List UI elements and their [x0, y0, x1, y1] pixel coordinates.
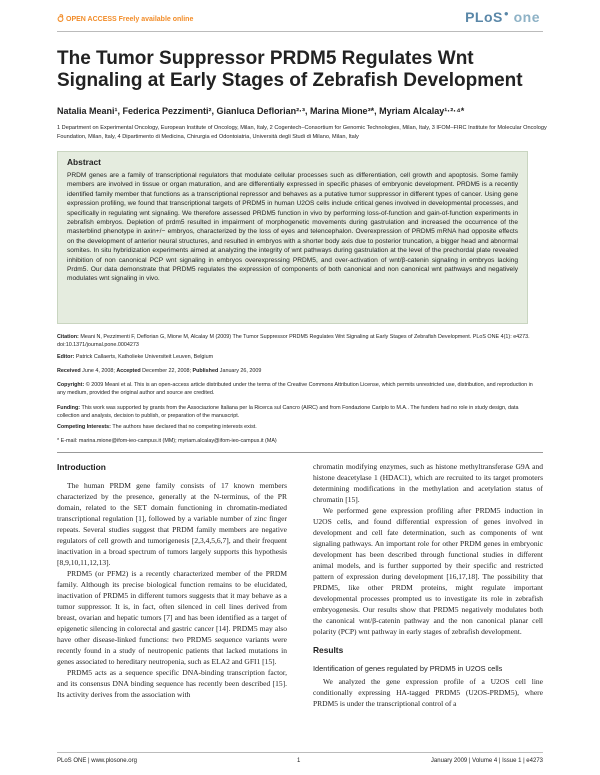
editor-label: Editor:: [57, 354, 75, 360]
meta-divider: [57, 452, 543, 453]
footer-journal: PLoS ONE | www.plosone.org: [57, 758, 137, 764]
intro-paragraph-2: PRDM5 (or PFM2) is a recently characterized member of the PRDM family. Although its precise biological function remains to be elucidated, inactivation of PRDM5 in different tumors suggests that it may behave as a tumor suppressor. It is, in fact, often silenced in cell lines derived from breast, ovarian and hepatic tumors [7] and has been identified as a target of epigenetic silencing in colorectal and gastric cancer [14]. PRDM5 may also have other disease-linked functions: two PRDM5 sequence variants were recently found in a study of neutropenic patients that lacked mutations in genes associated to hereditary neutropenia, such as ELA2 and GFI1 [15].: [57, 569, 287, 666]
published-label: Published: [192, 368, 219, 374]
funding-label: Funding:: [57, 405, 81, 411]
dates-line: [57, 367, 537, 375]
footer-page-number: 1: [297, 758, 301, 764]
right-paragraph-1: chromatin modifying enzymes, such as histone methyltransferase G9A and histone deacetylase 1 (HDAC1), which are recruited to its target promoters determining modifications in the methylation and acetylation status of chromatin [15].: [313, 462, 543, 504]
header-divider: [57, 31, 543, 32]
email-line: * E-mail: marina.mione@ifom-ieo-campus.it (MM); myriam.alcalay@ifom-ieo-campus.it (MA): [57, 438, 277, 444]
author-list: Natalia Meani¹, Federica Pezzimenti², Gianluca Deflorian²·³, Marina Mione³*, Myriam Alcalay¹·²·⁴*: [57, 106, 465, 116]
editor-text: Patrick Callaerts, Katholieke Universiteit Leuven, Belgium: [74, 354, 214, 360]
citation-label: Citation:: [57, 334, 79, 340]
editor-line: [57, 353, 537, 361]
copyright-line: [57, 381, 537, 397]
abstract-text: PRDM genes are a family of transcriptional regulators that modulate cellular processes such as differentiation, cell growth and apoptosis. Some family members are involved in tissue or organ maturation, and are differentially expressed in specific phases of embryonic development. PRDM5 is a recently identified family member that functions as a transcriptional repressor and behaves as a putative tumor suppressor in different types of cancer. Using gene expression profiling, we found that transcriptional targets of PRDM5 in human U2OS cells include critical genes involved in developmental processes, and specifically in regulating wnt signaling. We therefore assessed PRDM5 function in vivo by performing loss-of-function and gain-of-function experiments in zebrafish embryos. Depletion of prdm5 resulted in impairment of morphogenetic movements during gastrulation and increased the occurrence of the masterblind phenotype in axin+/− embryos, characterized by the loss of eyes and telencephalon. Overexpression of PRDM5 mRNA had opposite effects on the development of anterior neural structures, and resulted in embryos with a shorter body axis due to posterior truncation, a bigger head and abnormal somites. In situ hybridization experiments aimed at analyzing the integrity of wnt pathways during gastrulation at the level of the prechordal plate revealed inhibition of non canonical PCP wnt signaling in embryos overexpressing PRDM5, and over-activation of wnt/β-catenin signaling in embryos lacking Prdm5. Our data demonstrate that PRDM5 regulates the expression of components of both canonical and non canonical wnt pathways and negatively modulates wnt signaling in vivo.: [67, 172, 518, 283]
affiliations: 1 Department on Experimental Oncology, European Institute of Oncology, Milan, Italy, 2 Cogentech–Consortium for Genomic Technologies, Milan, Italy, 3 IFOM–FIRC Institute for Molecular Oncology Foundation, Milan, Italy, 4 Dipartimento di Medicina, Chirurgia ed Odontoiatria, Università degli Studi di Milano, Milan, Italy: [57, 125, 547, 140]
funding-text: This work was supported by grants from the Associazione Italiana per la Ricerca sul Cancro (AIRC) and from Fondazione Cariplo to M.A.. The funders had no role in study design, data collection and analysis, decision to publish, or preparation of the manuscript.: [57, 405, 519, 419]
intro-paragraph-3: PRDM5 acts as a sequence specific DNA-binding transcription factor, and its consensus DNA binding sequence has recently been described [15]. Its activity derives from the association with: [57, 668, 287, 699]
competing-text: The authors have declared that no competing interests exist.: [110, 424, 257, 430]
citation-text: Meani N, Pezzimenti F, Deflorian G, Mione M, Alcalay M (2009) The Tumor Suppressor PRDM5 Regulates Wnt Signaling at Early Stages of Zebrafish Development. PLoS ONE 4(1): e4273. doi:10.1371/journal.pone.0004273: [57, 334, 530, 348]
open-access-label: OPEN ACCESS Freely available online: [66, 16, 194, 23]
logo-one: one: [513, 9, 540, 25]
open-access-banner: [57, 14, 193, 23]
published-text: January 26, 2009: [218, 368, 262, 374]
introduction-heading: Introduction: [57, 462, 106, 472]
footer-issue: January 2009 | Volume 4 | Issue 1 | e4273: [430, 758, 543, 764]
competing-interests-line: [57, 423, 537, 431]
right-paragraph-2: We performed gene expression profiling after PRDM5 induction in U2OS cells, and found differential expression of genes involved in development and cell fate determination, such as components of wnt signaling pathways. An important role for other PRDM genes in embryonic development has been described through functional studies in different animal models, and is further supported by their specific and restricted pattern of expression during development [16,17,18]. The possibility that PRDM5, like other PRDM proteins, might regulate important developmental processes prompted us to investigate its role in zebrafish embryogenesis. Our results show that PRDM5 negatively modulates both the canonical wnt/β-catenin pathway and the non canonical planar cell polarity (PCP) wnt pathway in early stages of zebrafish development.: [313, 506, 543, 636]
intro-paragraph-1: The human PRDM gene family consists of 17 known members characterized by the presence, generally at the N-terminus, of the PR domain, related to the SET domain functioning in chromatin-mediated transcriptional regulation [1], followed by a variable number of zinc finger repeats. Several studies suggest that PRDM family members are negative regulators of cell growth and tumorigenesis [2,3,4,5,6,7], and their frequent inactivation in a broad spectrum of tumors largely supports this hypothesis [8,9,10,11,12,13].: [57, 481, 287, 567]
abstract-box: [57, 151, 528, 324]
article-title: The Tumor Suppressor PRDM5 Regulates Wnt Signaling at Early Stages of Zebrafish Development: [57, 48, 523, 91]
left-column: [57, 462, 287, 700]
accepted-text: December 22, 2008;: [140, 368, 193, 374]
funding-line: [57, 404, 537, 420]
citation-line: [57, 333, 537, 349]
copyright-label: Copyright:: [57, 382, 85, 388]
copyright-text: © 2009 Meani et al. This is an open-access article distributed under the terms of the Creative Commons Attribution License, which permits unrestricted use, distribution, and reproduction in any medium, provided the original author and source are credited.: [57, 382, 533, 396]
right-column: [313, 461, 543, 709]
results-paragraph-1: We analyzed the gene expression profile of a U2OS cell line conditionally expressing HA-tagged PRDM5 (U2OS-PRDM5), where PRDM5 is under the transcriptional control of a: [313, 677, 543, 708]
received-label: Received: [57, 368, 81, 374]
plos-one-logo: [465, 9, 540, 25]
results-heading: Results: [313, 645, 344, 655]
accepted-label: Accepted: [116, 368, 141, 374]
abstract-heading: Abstract: [67, 157, 101, 167]
results-subheading: Identification of genes regulated by PRDM5 in U2OS cells: [313, 664, 503, 673]
received-text: June 4, 2008;: [80, 368, 117, 374]
logo-plos: PLoS: [465, 9, 503, 25]
logo-mark-icon: ●: [503, 9, 510, 18]
competing-label: Competing Interests:: [57, 424, 111, 430]
open-lock-icon: [57, 14, 64, 22]
footer-divider: [57, 752, 543, 753]
